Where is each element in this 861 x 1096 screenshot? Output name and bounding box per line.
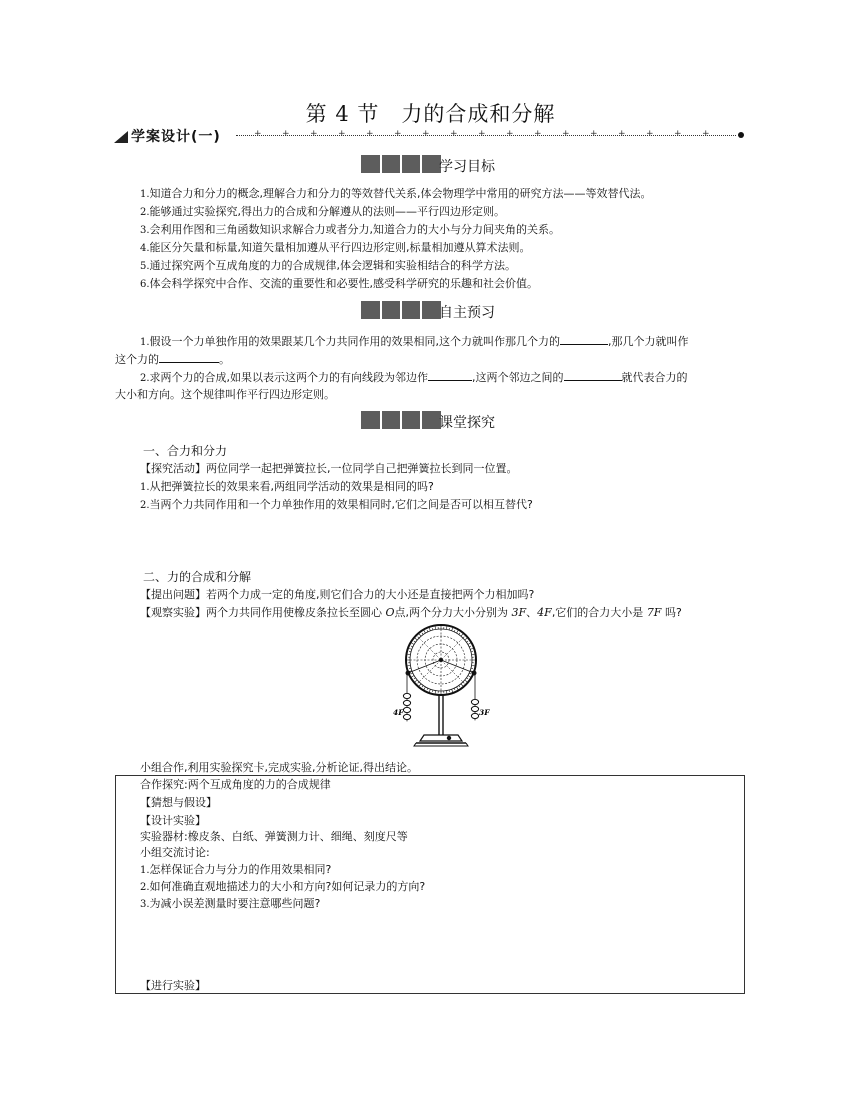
triangle-icon (114, 131, 128, 143)
plus-mark: + (310, 129, 318, 139)
objective-item: 4.能区分矢量和标量,知道矢量相加遵从平行四边形定则,标量相加遵从算术法则。 (140, 241, 531, 254)
plus-mark: + (282, 129, 290, 139)
objective-item: 3.会利用作图和三角函数知识求解合力或者分力,知道合力的大小与分力间夹角的关系。 (140, 223, 561, 236)
part2-question: 【提出问题】若两个力成一定的角度,则它们合力的大小还是直接把两个力相加吗? (140, 588, 535, 601)
weight-disc (471, 699, 478, 704)
stand (414, 695, 468, 746)
plus-mark: + (366, 129, 374, 139)
plus-mark: + (618, 129, 626, 139)
part1-title: 一、合力和分力 (143, 444, 228, 458)
preview-question-2: 2.求两个力的合成,如果以表示这两个力的有向线段为邻边作 ,这两个邻边之间的 就代表合力的 (140, 371, 688, 384)
weight-disc (471, 706, 478, 711)
plus-mark: + (450, 129, 458, 139)
heading-blocks (361, 411, 441, 429)
weight-disc (403, 714, 410, 719)
end-dot-icon (738, 132, 744, 138)
objective-item: 1.知道合力和分力的概念,理解合力和分力的等效替代关系,体会物理学中常用的研究方法——等效替代法。 (140, 187, 652, 200)
force-table-figure (386, 623, 496, 758)
plus-mark: + (506, 129, 514, 139)
weight-disc (403, 693, 410, 698)
weights-right (471, 699, 478, 720)
plus-mark: + (702, 129, 710, 139)
group-instruction: 小组合作,利用实验探究卡,完成实验,分析论证,得出结论。 (140, 761, 418, 774)
plus-mark: + (478, 129, 486, 139)
design-banner (114, 126, 746, 146)
objectives-heading-text: 学习目标 (439, 159, 495, 175)
preview-question-2-cont: 大小和方向。这个规律叫作平行四边形定则。 (115, 388, 335, 401)
preview-heading-text: 自主预习 (439, 305, 495, 321)
banner-label: 学案设计(一) (131, 129, 221, 145)
box-conduct: 【进行实验】 (140, 979, 206, 992)
answer-blank[interactable] (564, 369, 622, 381)
part2-observe: 【观察实验】两个力共同作用使橡皮条拉长至圆心 O点,两个分力大小分别为 3F、4F,它们的合力大小是 7F 吗? (140, 606, 682, 619)
plus-mark: + (590, 129, 598, 139)
plus-mark: + (562, 129, 570, 139)
objective-item: 5.通过探究两个互成角度的力的合成规律,体会逻辑和实验相结合的科学方法。 (140, 259, 517, 272)
weight-disc (403, 700, 410, 705)
box-guess: 【猜想与假设】 (140, 796, 217, 809)
box-equipment: 实验器材:橡皮条、白纸、弹簧测力计、细绳、刻度尺等 (140, 830, 408, 843)
plus-mark: + (674, 129, 682, 139)
right-force-label: 3F (479, 708, 490, 717)
box-discuss: 小组交流讨论: (140, 846, 210, 859)
plus-mark: + (534, 129, 542, 139)
weight-disc (471, 713, 478, 718)
left-force-label: 4F (393, 708, 404, 717)
part1-question: 1.从把弹簧拉长的效果来看,两组同学活动的效果是相同的吗? (140, 480, 434, 493)
plus-mark: + (422, 129, 430, 139)
plus-mark: + (394, 129, 402, 139)
objective-item: 2.能够通过实验探究,得出力的合成和分解遵从的法则——平行四边形定则。 (140, 205, 506, 218)
box-question: 3.为减小误差测量时要注意哪些问题? (140, 897, 321, 910)
plus-mark: + (646, 129, 654, 139)
heading-blocks (361, 155, 441, 173)
part2-title: 二、力的合成和分解 (143, 570, 252, 584)
answer-blank[interactable] (159, 351, 219, 363)
box-title: 合作探究:两个互成角度的力的合成规律 (140, 778, 331, 791)
objective-item: 6.体会科学探究中合作、交流的重要性和必要性,感受科学研究的乐趣和社会价值。 (140, 277, 539, 290)
preview-question-1-cont: 这个力的 。 (115, 353, 230, 366)
plus-mark: + (338, 129, 346, 139)
answer-blank[interactable] (560, 333, 608, 345)
box-design: 【设计实验】 (140, 814, 206, 827)
answer-blank[interactable] (428, 369, 472, 381)
plus-mark: + (254, 129, 262, 139)
weight-disc (403, 707, 410, 712)
explore-heading-text: 课堂探究 (439, 415, 495, 431)
part1-activity: 【探究活动】两位同学一起把弹簧拉长,一位同学自己把弹簧拉长到同一位置。 (140, 462, 518, 475)
box-question: 2.如何准确直观地描述力的大小和方向?如何记录力的方向? (140, 880, 426, 893)
box-question: 1.怎样保证合力与分力的作用效果相同? (140, 863, 332, 876)
part1-question: 2.当两个力共同作用和一个力单独作用的效果相同时,它们之间是否可以相互替代? (140, 498, 533, 511)
weights-left (403, 693, 410, 721)
page-title: 第 4 节 力的合成和分解 (305, 102, 556, 126)
preview-question-1: 1.假设一个力单独作用的效果跟某几个力共同作用的效果相同,这个力就叫作那几个力的 ,那几个力就叫作 (140, 335, 689, 348)
heading-blocks (361, 301, 441, 319)
